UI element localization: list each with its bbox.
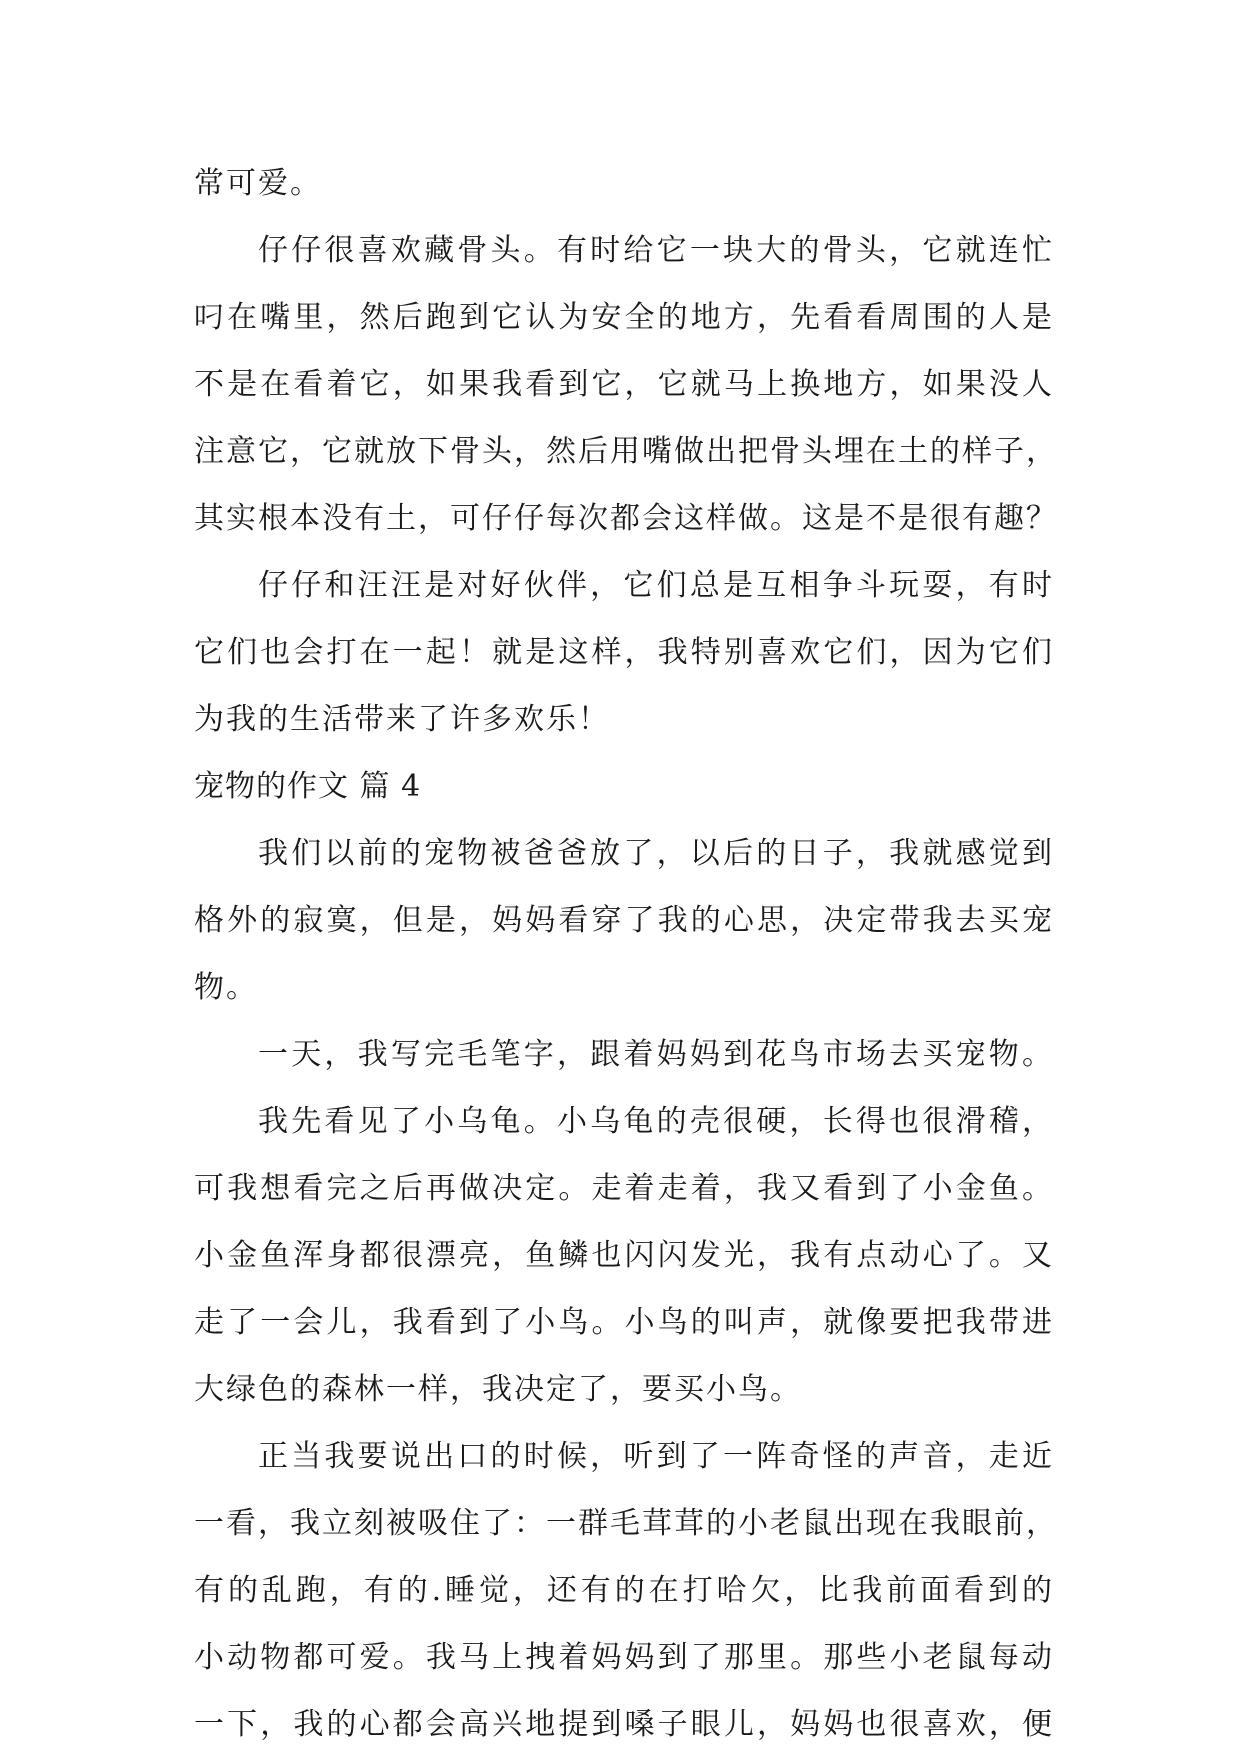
text-line: 其实根本没有土，可仔仔每次都会这样做。这是不是很有趣？ [194, 501, 1058, 536]
text-line: 注意它，它就放下骨头，然后用嘴做出把骨头埋在土的样子， [194, 434, 1058, 469]
text-line: 常可爱。 [194, 166, 322, 201]
text-line: 小金鱼浑身都很漂亮，鱼鳞也闪闪发光，我有点动心了。又 [194, 1238, 1054, 1273]
text-line: 我先看见了小乌龟。小乌龟的壳很硬，长得也很滑稽， [258, 1104, 1054, 1139]
text-line: 格外的寂寞，但是，妈妈看穿了我的心思，决定带我去买宠 [194, 903, 1054, 938]
document-page [194, 150, 1058, 1758]
text-line: 仔仔和汪汪是对好伙伴，它们总是互相争斗玩耍，有时 [258, 568, 1054, 603]
text-line: 可我想看完之后再做决定。走着走着，我又看到了小金鱼。 [194, 1171, 1054, 1206]
text-line: 有的乱跑，有的.睡觉，还有的在打哈欠，比我前面看到的 [194, 1573, 1054, 1608]
text-line: 物。 [194, 970, 258, 1005]
text-line: 仔仔很喜欢藏骨头。有时给它一块大的骨头，它就连忙 [258, 233, 1054, 268]
text-line: 一看，我立刻被吸住了：一群毛茸茸的小老鼠出现在我眼前， [194, 1506, 1058, 1541]
text-line: 不是在看着它，如果我看到它，它就马上换地方，如果没人 [194, 367, 1054, 402]
text-line: 叼在嘴里，然后跑到它认为安全的地方，先看看周围的人是 [194, 300, 1054, 335]
section-heading: 宠物的作文 篇 4 [194, 769, 422, 804]
text-line: 我们以前的宠物被爸爸放了，以后的日子，我就感觉到 [258, 836, 1054, 871]
text-line: 走了一会儿，我看到了小鸟。小鸟的叫声，就像要把我带进 [194, 1305, 1054, 1340]
text-line: 大绿色的森林一样，我决定了，要买小鸟。 [194, 1372, 802, 1407]
text-line: 一天，我写完毛笔字，跟着妈妈到花鸟市场去买宠物。 [258, 1037, 1054, 1072]
text-line: 为我的生活带来了许多欢乐！ [194, 702, 610, 737]
text-line: 一下，我的心都会高兴地提到嗓子眼儿，妈妈也很喜欢，便 [194, 1707, 1054, 1742]
text-line: 它们也会打在一起！就是这样，我特别喜欢它们，因为它们 [194, 635, 1054, 670]
text-line: 小动物都可爱。我马上拽着妈妈到了那里。那些小老鼠每动 [194, 1640, 1054, 1675]
text-line: 正当我要说出口的时候，听到了一阵奇怪的声音，走近 [258, 1439, 1054, 1474]
